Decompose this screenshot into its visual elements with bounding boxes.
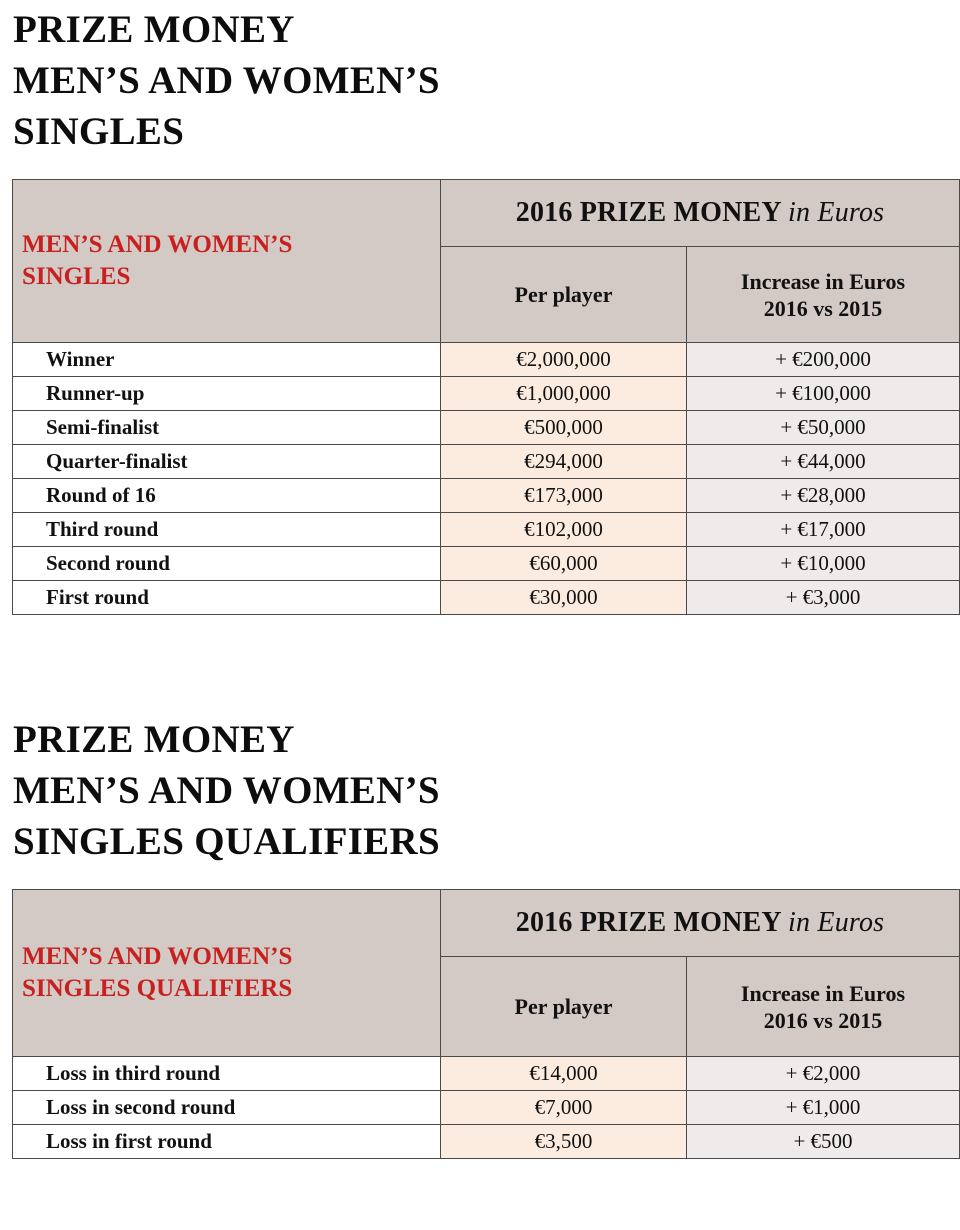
table-row [13,547,960,581]
column-header-per-player [441,247,687,343]
column-header-text: 2016 vs 2015 [763,295,883,321]
round-label: Second round [13,547,441,581]
increase-value: + €10,000 [687,547,960,581]
round-label: First round [13,581,441,615]
left-header-line: SINGLES [22,263,131,290]
increase-value: + €500 [687,1125,960,1159]
increase-value: + €17,000 [687,513,960,547]
table-row [13,479,960,513]
title-line: PRIZE MONEY [13,8,295,51]
increase-value: + €1,000 [687,1091,960,1125]
increase-value: + €200,000 [687,343,960,377]
increase-value: + €50,000 [687,411,960,445]
round-label: Winner [13,343,441,377]
round-label: Semi-finalist [13,411,441,445]
column-header-text: Increase in Euros [740,980,906,1006]
prize-money-header-bold: 2016 PRIZE MONEY [515,907,781,938]
per-player-value: €173,000 [441,479,687,513]
column-header-increase [687,247,960,343]
increase-value: + €2,000 [687,1057,960,1091]
table-row [13,343,960,377]
round-label: Loss in first round [13,1125,441,1159]
per-player-value: €14,000 [441,1057,687,1091]
table-row [13,411,960,445]
title-line: SINGLES [13,110,185,153]
title-line: MEN’S AND WOMEN’S [13,59,440,102]
table-left-header [13,890,441,1057]
table-row [13,1125,960,1159]
round-label: Quarter-finalist [13,445,441,479]
singles-prize-table [12,179,960,615]
table-row [13,513,960,547]
round-label: Round of 16 [13,479,441,513]
title-line: MEN’S AND WOMEN’S [13,769,440,812]
prize-money-header-italic: in Euros [788,907,885,938]
round-label: Loss in third round [13,1057,441,1091]
table-row [13,1057,960,1091]
table-row [13,377,960,411]
title-line: PRIZE MONEY [13,718,295,761]
per-player-value: €102,000 [441,513,687,547]
prize-money-header-bold: 2016 PRIZE MONEY [515,197,781,228]
per-player-value: €7,000 [441,1091,687,1125]
increase-value: + €100,000 [687,377,960,411]
per-player-value: €30,000 [441,581,687,615]
table-left-header [13,180,441,343]
per-player-value: €500,000 [441,411,687,445]
per-player-value: €1,000,000 [441,377,687,411]
per-player-value: €3,500 [441,1125,687,1159]
section-title-qualifiers [13,714,440,867]
column-header-text: 2016 vs 2015 [763,1007,883,1033]
per-player-value: €60,000 [441,547,687,581]
table-row [13,445,960,479]
column-header-per-player [441,957,687,1057]
left-header-line: MEN’S AND WOMEN’S [22,231,293,258]
left-header-line: SINGLES QUALIFIERS [22,975,293,1002]
prize-money-header-italic: in Euros [788,197,885,228]
round-label: Runner-up [13,377,441,411]
table-row [13,581,960,615]
increase-value: + €44,000 [687,445,960,479]
per-player-value: €2,000,000 [441,343,687,377]
round-label: Loss in second round [13,1091,441,1125]
title-line: SINGLES QUALIFIERS [13,820,440,863]
column-header-text: Per player [514,994,613,1019]
column-header-increase [687,957,960,1057]
per-player-value: €294,000 [441,445,687,479]
prize-money-header [441,180,960,247]
prize-money-header [441,890,960,957]
round-label: Third round [13,513,441,547]
column-header-text: Per player [514,282,613,307]
increase-value: + €28,000 [687,479,960,513]
left-header-line: MEN’S AND WOMEN’S [22,943,293,970]
table-row [13,1091,960,1125]
increase-value: + €3,000 [687,581,960,615]
section-title-singles [13,4,440,157]
qualifiers-prize-table [12,889,960,1159]
column-header-text: Increase in Euros [740,268,906,294]
